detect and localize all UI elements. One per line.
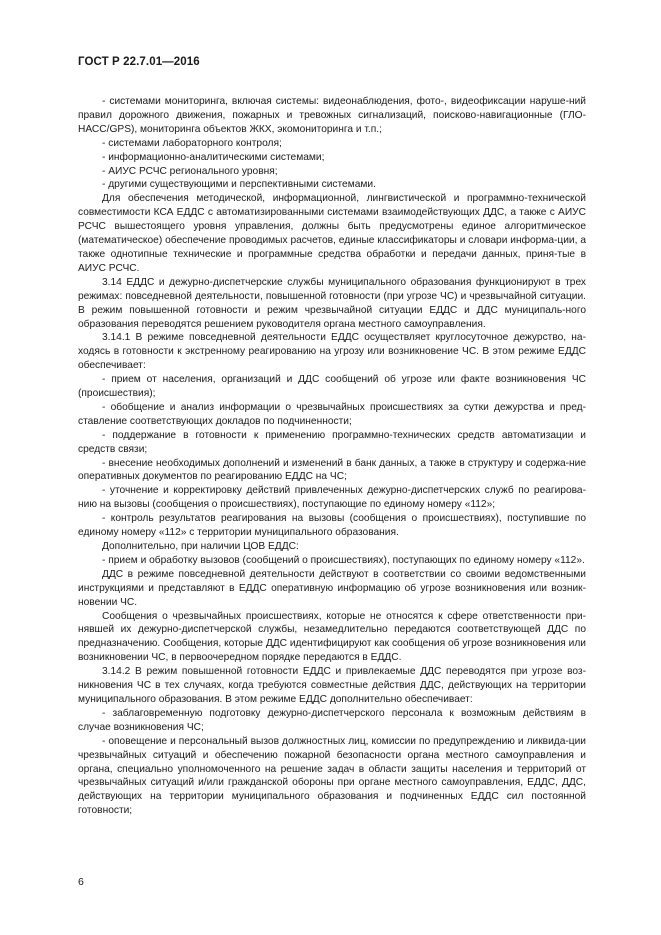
section-paragraph: 3.14.1 В режиме повседневной деятельности ЕДДС осуществляет круглосуточное дежурство, на-ходясь в готовности к экстренному реагированию на угрозу или возникновение ЧС. В этом режиме ЕДДС обеспечивает: <box>78 332 586 372</box>
section-paragraph: 3.14 ЕДДС и дежурно-диспетчерские службы муниципального образования функционируют в трех режимах: повседневной деятельности, повышенной готовности (при угрозе ЧС) и чрезвычайной ситуации. В режим повышенной готовности и режим чрезвычайной ситуации ЕДДС и ДДС муниципаль-ного образования переводятся решением руководителя органа местного самоуправления. <box>78 276 586 330</box>
list-item: - поддержание в готовности к применению программно-технических средств автоматизации и средств связи; <box>78 429 586 455</box>
paragraph: - системами мониторинга, включая системы: видеонаблюдения, фото-, видеофиксации наруше-ний правил дорожного движения, пожарных и тревожных сигнализаций, поисково-навигационные (ГЛО-НАСС/GPS), мониторинга объектов ЖКХ, экомониторинга и т.п.; <box>78 96 586 135</box>
list-item: - уточнение и корректировку действий привлеченных дежурно-диспетчерских служб по реагирова-нию на вызовы (сообщения о происшествиях), поступающие по единому номеру «112»; <box>78 485 586 511</box>
list-item: - прием от населения, организаций и ДДС сообщений об угрозе или факте возникновения ЧС (происшествия); <box>78 374 586 400</box>
page-number: 6 <box>78 876 84 888</box>
list-item: - внесение необходимых дополнений и изменений в банк данных, а также в структуру и содержа-ние оперативных документов по реагированию ЕДДС на ЧС; <box>78 457 586 483</box>
paragraph: - информационно-аналитическими системами; <box>102 151 325 163</box>
list-item: - заблаговременную подготовку дежурно-диспетчерского персонала к возможным действиям в случае возникновения ЧС; <box>78 707 586 733</box>
paragraph: - другими существующими и перспективными системами. <box>102 179 376 191</box>
list-item: - обобщение и анализ информации о чрезвычайных происшествиях за сутки дежурства и пред-ставление соответствующих докладов по подчиненности; <box>78 401 586 427</box>
section-paragraph: 3.14.2 В режим повышенной готовности ЕДДС и привлекаемые ДДС переводятся при угрозе воз-никновения ЧС в тех случаях, когда требуются совместные действия ДДС, действующих на территории муниципального образования. В этом режиме ЕДДС дополнительно обеспечивает: <box>78 666 586 705</box>
paragraph: Для обеспечения методической, информационной, лингвистической и программно-технической совместимости КСА ЕДДС с автоматизированными системами взаимодействующих ДДС, а также с АИУС РСЧС вышестоящего уровня управления, должны быть предусмотрены единое алгоритмическое (математическое) обеспечение проводимых расчетов, единые классификаторы и словари информа-ции, а также однотипные технические и программные средства обработки и передачи данных, приня-тые в АИУС РСЧС. <box>78 193 586 274</box>
paragraph: Сообщения о чрезвычайных происшествиях, которые не относятся к сфере ответственности при-нявшей их дежурно-диспетчерской службы, незамедлительно передаются соответствующей ДДС по предназначению. Сообщения, которые ДДС идентифицируют как сообщения об угрозе возникновения или возникновении ЧС, в первоочередном порядке передаются в ЕДДС. <box>78 610 586 664</box>
paragraph: - системами лабораторного контроля; <box>102 137 282 149</box>
list-item: - прием и обработку вызовов (сообщений о происшествиях), поступающих по единому номеру «112». <box>102 554 585 566</box>
document-header: ГОСТ Р 22.7.01—2016 <box>78 56 200 68</box>
paragraph: Дополнительно, при наличии ЦОВ ЕДДС: <box>102 541 299 552</box>
paragraph: - АИУС РСЧС регионального уровня; <box>102 165 278 177</box>
paragraph: ДДС в режиме повседневной деятельности действуют в соответствии со своими ведомственными инструкциями и представляют в ЕДДС оперативную информацию об угрозе возникновения или возник-новении ЧС. <box>78 568 586 608</box>
document-body <box>78 95 586 818</box>
list-item: - контроль результатов реагирования на вызовы (сообщения о происшествиях), поступившие по единому номеру «112» с территории муниципального образования. <box>78 513 586 539</box>
list-item: - оповещение и персональный вызов должностных лиц, комиссии по предупреждению и ликвида-ции чрезвычайных ситуаций и обеспечению пожарной безопасности органа местного самоуправления и органа, специально уполномоченного на решение задач в области защиты населения и территорий от чрезвычайных ситуаций и/или гражданской обороны при органе местного самоуправления, ЕДДС, ДДС, действующих на территории муниципального образования и подчиненных ЕДДС сил постоянной готовности; <box>78 735 586 817</box>
